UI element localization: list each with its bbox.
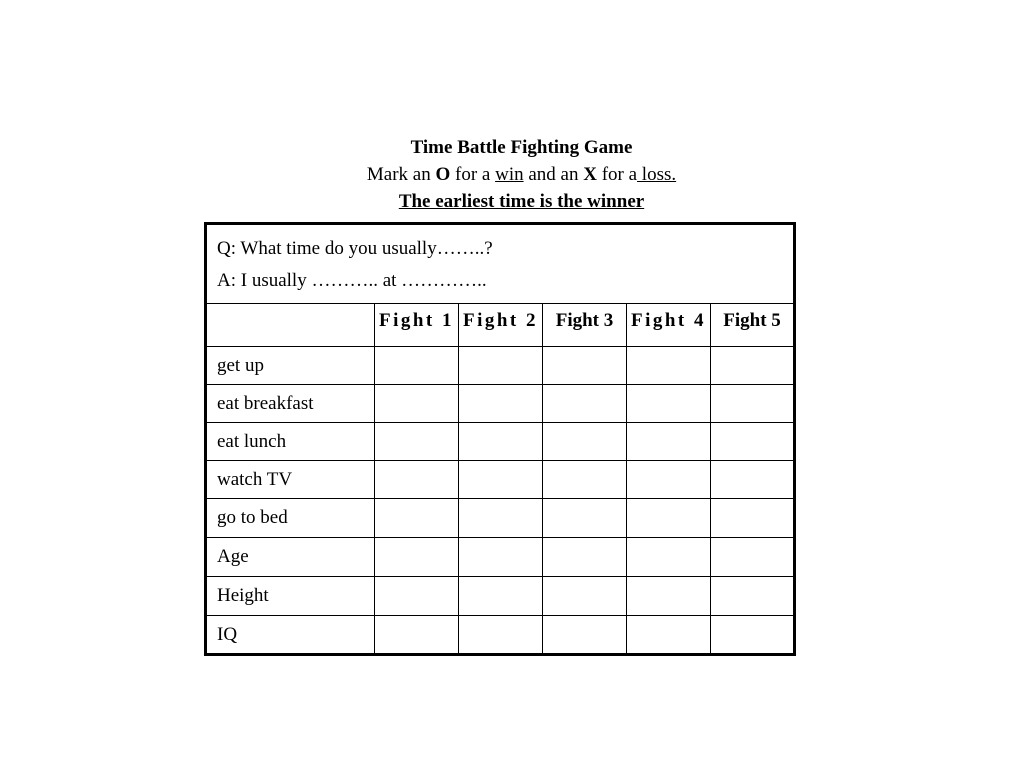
table-row-go-to-bed: [206, 499, 795, 538]
table-row-eat-lunch: [206, 423, 795, 461]
instruction-text-2: for a: [450, 164, 496, 185]
mark-cell[interactable]: [711, 616, 795, 655]
row-label: watch TV: [206, 461, 375, 499]
instruction-text-3: and an: [523, 164, 584, 185]
mark-cell[interactable]: [375, 538, 459, 577]
instruction-win: win: [495, 164, 524, 185]
row-label: eat breakfast: [206, 385, 375, 423]
mark-cell[interactable]: [627, 577, 711, 616]
mark-cell[interactable]: [627, 538, 711, 577]
mark-cell[interactable]: [543, 538, 627, 577]
mark-cell[interactable]: [459, 499, 543, 538]
mark-cell[interactable]: [375, 385, 459, 423]
table-row-get-up: [206, 347, 795, 385]
table-row-iq: [206, 616, 795, 655]
mark-cell[interactable]: [711, 499, 795, 538]
row-label: get up: [206, 347, 375, 385]
mark-cell[interactable]: [543, 616, 627, 655]
table-row-eat-breakfast: [206, 385, 795, 423]
mark-cell[interactable]: [459, 538, 543, 577]
mark-cell[interactable]: [375, 616, 459, 655]
mark-cell[interactable]: [627, 461, 711, 499]
mark-cell[interactable]: [543, 461, 627, 499]
column-header-fight-5: Fight 5: [711, 304, 795, 347]
table-row-height: [206, 577, 795, 616]
mark-cell[interactable]: [543, 347, 627, 385]
instruction-loss: loss.: [637, 164, 677, 185]
row-label: go to bed: [206, 499, 375, 538]
instruction-text-4: for a: [596, 164, 638, 185]
mark-cell[interactable]: [711, 347, 795, 385]
mark-cell[interactable]: [711, 385, 795, 423]
instruction-o: O: [435, 164, 451, 185]
game-table: [204, 222, 796, 656]
mark-cell[interactable]: [711, 538, 795, 577]
column-header-fight-4: Fight 4: [627, 304, 711, 347]
mark-cell[interactable]: [627, 423, 711, 461]
mark-cell[interactable]: [375, 461, 459, 499]
mark-cell[interactable]: [627, 385, 711, 423]
mark-cell[interactable]: [459, 385, 543, 423]
answer-text: A: I usually ……….. at …………..: [217, 270, 487, 291]
instruction-text-1: Mark an: [366, 164, 436, 185]
mark-cell[interactable]: [627, 616, 711, 655]
table-row-watch-tv: [206, 461, 795, 499]
mark-cell[interactable]: [375, 423, 459, 461]
question-text: Q: What time do you usually……..?: [217, 238, 493, 259]
mark-cell[interactable]: [543, 385, 627, 423]
header-corner-cell: [206, 304, 375, 347]
winner-rule: The earliest time is the winner: [398, 191, 645, 212]
qa-cell: [206, 224, 795, 304]
column-header-fight-3: Fight 3: [543, 304, 627, 347]
mark-cell[interactable]: [543, 423, 627, 461]
column-header-fight-1: Fight 1: [375, 304, 459, 347]
instruction-line: [205, 161, 838, 188]
mark-cell[interactable]: [543, 499, 627, 538]
mark-cell[interactable]: [627, 347, 711, 385]
page-title: Time Battle Fighting Game: [410, 137, 633, 158]
mark-cell[interactable]: [711, 423, 795, 461]
table-row-age: [206, 538, 795, 577]
row-label: eat lunch: [206, 423, 375, 461]
column-header-fight-2: Fight 2: [459, 304, 543, 347]
mark-cell[interactable]: [459, 347, 543, 385]
title-block: [205, 134, 838, 215]
row-label: IQ: [206, 616, 375, 655]
mark-cell[interactable]: [459, 577, 543, 616]
mark-cell[interactable]: [459, 461, 543, 499]
mark-cell[interactable]: [543, 577, 627, 616]
mark-cell[interactable]: [375, 577, 459, 616]
mark-cell[interactable]: [711, 461, 795, 499]
mark-cell[interactable]: [459, 616, 543, 655]
qa-row: [206, 224, 795, 304]
instruction-x: X: [583, 164, 597, 185]
row-label: Age: [206, 538, 375, 577]
mark-cell[interactable]: [459, 423, 543, 461]
row-label: Height: [206, 577, 375, 616]
mark-cell[interactable]: [627, 499, 711, 538]
mark-cell[interactable]: [375, 347, 459, 385]
header-row: [206, 304, 795, 347]
mark-cell[interactable]: [711, 577, 795, 616]
mark-cell[interactable]: [375, 499, 459, 538]
